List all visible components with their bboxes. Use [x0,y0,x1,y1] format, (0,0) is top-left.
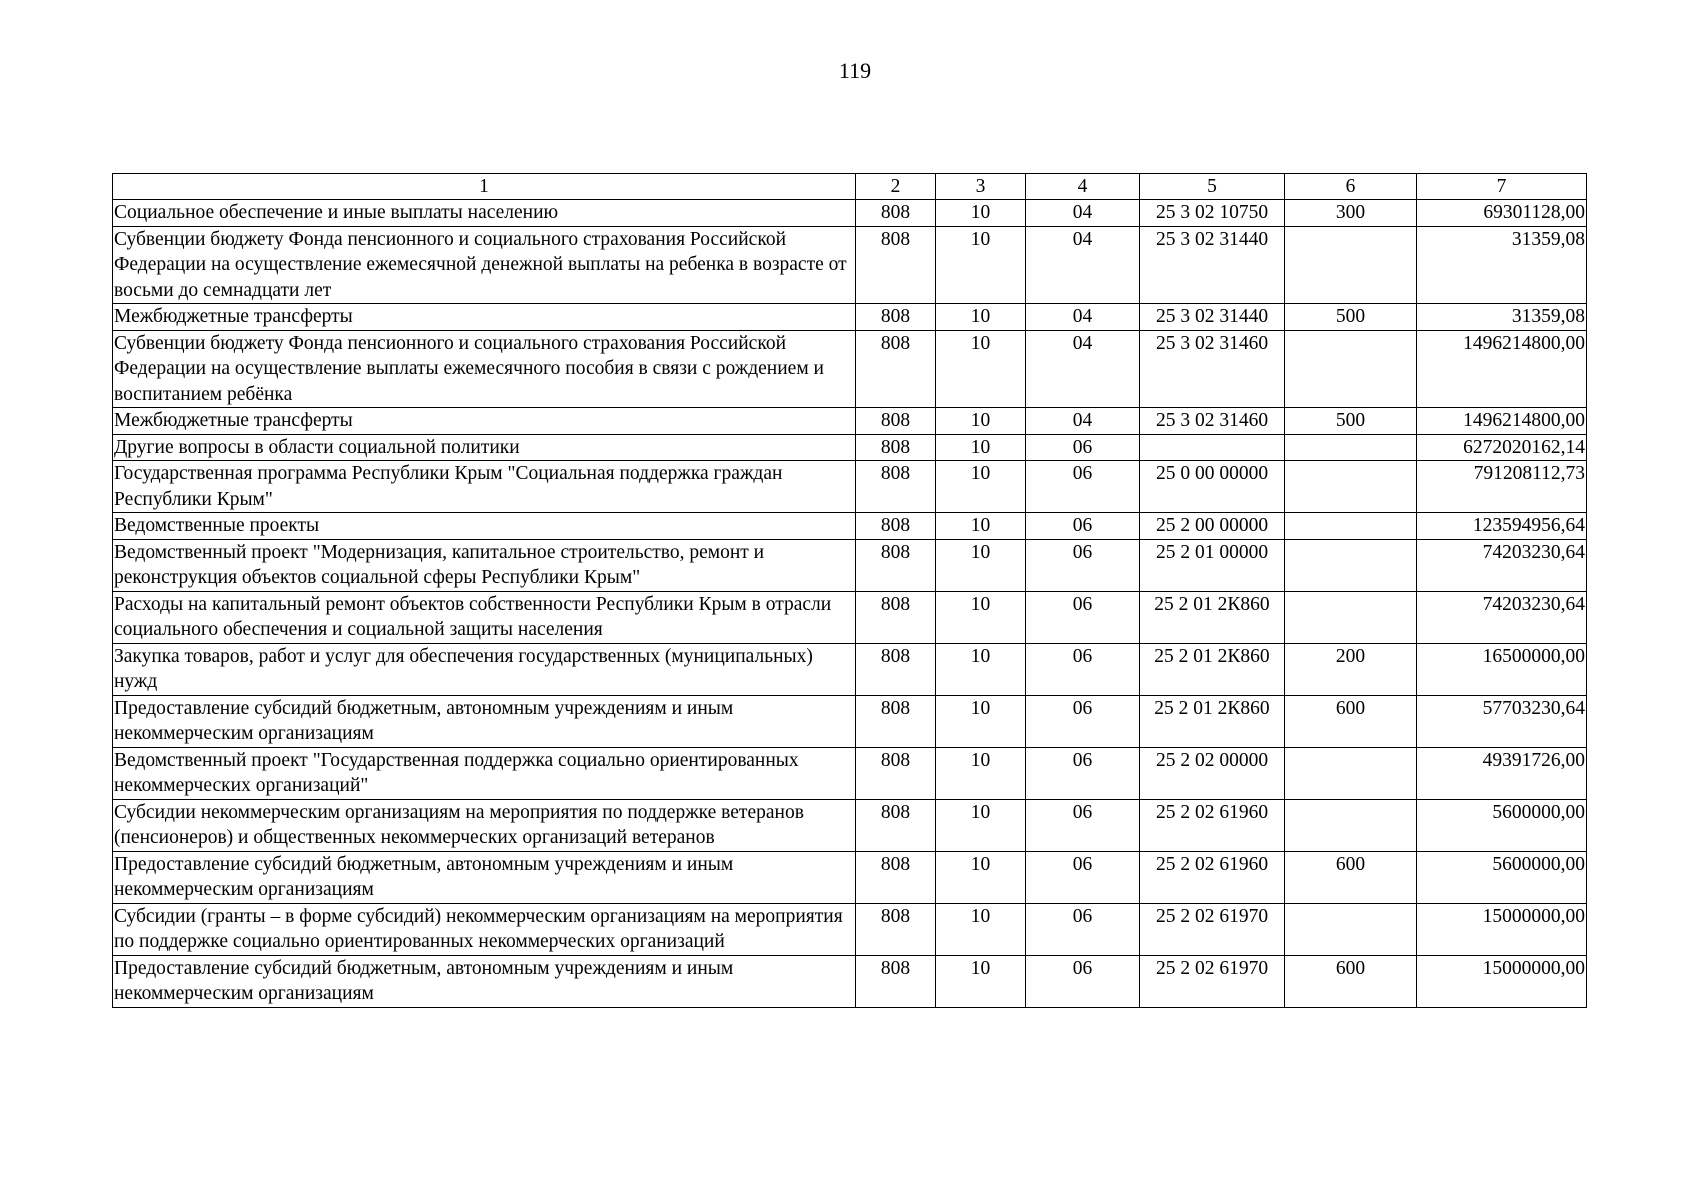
column-header-2: 2 [856,174,936,200]
row-section-cell: 10 [936,591,1026,643]
row-amount-cell: 1496214800,00 [1417,330,1587,408]
row-expense-type-cell [1285,330,1417,408]
row-section-cell: 10 [936,955,1026,1007]
row-expense-type-cell [1285,539,1417,591]
row-amount-cell: 123594956,64 [1417,513,1587,540]
table-row [113,304,1587,331]
row-section-cell: 10 [936,226,1026,304]
row-amount-cell: 74203230,64 [1417,539,1587,591]
row-subsection-cell: 06 [1026,903,1140,955]
row-section-cell: 10 [936,461,1026,513]
header-row [113,174,1587,200]
row-expense-type-cell: 600 [1285,695,1417,747]
row-subsection-cell: 06 [1026,539,1140,591]
page-number: 119 [838,58,872,83]
row-name-cell: Субсидии (гранты – в форме субсидий) некоммерческим организациям на мероприятия по поддержке социально ориентированных некоммерческих организаций [113,903,856,955]
row-admin-code-cell: 808 [856,434,936,461]
table-row [113,226,1587,304]
row-target-article-cell: 25 2 01 2К860 [1140,591,1285,643]
row-subsection-cell: 06 [1026,799,1140,851]
column-header-5: 5 [1140,174,1285,200]
row-target-article-cell: 25 2 02 61960 [1140,851,1285,903]
row-target-article-cell: 25 2 01 2К860 [1140,695,1285,747]
row-subsection-cell: 04 [1026,304,1140,331]
row-expense-type-cell: 500 [1285,408,1417,435]
row-amount-cell: 31359,08 [1417,226,1587,304]
row-admin-code-cell: 808 [856,513,936,540]
row-expense-type-cell: 200 [1285,643,1417,695]
row-admin-code-cell: 808 [856,747,936,799]
table-row [113,513,1587,540]
row-amount-cell: 31359,08 [1417,304,1587,331]
row-section-cell: 10 [936,799,1026,851]
row-name-cell: Государственная программа Республики Крым "Социальная поддержка граждан Республики Крым" [113,461,856,513]
row-expense-type-cell: 500 [1285,304,1417,331]
row-admin-code-cell: 808 [856,903,936,955]
row-name-cell: Межбюджетные трансферты [113,408,856,435]
row-amount-cell: 5600000,00 [1417,799,1587,851]
row-name-cell: Предоставление субсидий бюджетным, автономным учреждениям и иным некоммерческим организациям [113,695,856,747]
row-amount-cell: 69301128,00 [1417,200,1587,227]
row-target-article-cell: 25 2 00 00000 [1140,513,1285,540]
table-row [113,643,1587,695]
row-admin-code-cell: 808 [856,851,936,903]
table-row [113,747,1587,799]
row-section-cell: 10 [936,330,1026,408]
table-row [113,539,1587,591]
row-subsection-cell: 04 [1026,330,1140,408]
row-target-article-cell: 25 3 02 31440 [1140,226,1285,304]
row-name-cell: Другие вопросы в области социальной политики [113,434,856,461]
row-target-article-cell [1140,434,1285,461]
row-subsection-cell: 06 [1026,513,1140,540]
row-admin-code-cell: 808 [856,643,936,695]
row-amount-cell: 1496214800,00 [1417,408,1587,435]
row-amount-cell: 16500000,00 [1417,643,1587,695]
row-section-cell: 10 [936,408,1026,435]
row-subsection-cell: 04 [1026,226,1140,304]
table-row [113,200,1587,227]
row-name-cell: Субвенции бюджету Фонда пенсионного и социального страхования Российской Федерации на осуществление ежемесячной денежной выплаты на ребенка в возрасте от восьми до семнадцати лет [113,226,856,304]
row-section-cell: 10 [936,513,1026,540]
row-name-cell: Расходы на капитальный ремонт объектов собственности Республики Крым в отрасли социального обеспечения и социальной защиты населения [113,591,856,643]
budget-table [112,173,1587,1008]
row-admin-code-cell: 808 [856,408,936,435]
row-admin-code-cell: 808 [856,799,936,851]
row-target-article-cell: 25 2 02 61960 [1140,799,1285,851]
row-section-cell: 10 [936,851,1026,903]
row-section-cell: 10 [936,747,1026,799]
row-subsection-cell: 06 [1026,955,1140,1007]
row-name-cell: Ведомственный проект "Государственная поддержка социально ориентированных некоммерческих организаций" [113,747,856,799]
row-amount-cell: 15000000,00 [1417,955,1587,1007]
row-section-cell: 10 [936,200,1026,227]
row-admin-code-cell: 808 [856,304,936,331]
row-target-article-cell: 25 2 02 00000 [1140,747,1285,799]
row-section-cell: 10 [936,903,1026,955]
row-admin-code-cell: 808 [856,226,936,304]
row-name-cell: Субвенции бюджету Фонда пенсионного и социального страхования Российской Федерации на осуществление выплаты ежемесячного пособия в связи с рождением и воспитанием ребёнка [113,330,856,408]
row-section-cell: 10 [936,304,1026,331]
row-name-cell: Ведомственные проекты [113,513,856,540]
row-target-article-cell: 25 3 02 31440 [1140,304,1285,331]
row-subsection-cell: 06 [1026,851,1140,903]
column-header-3: 3 [936,174,1026,200]
row-name-cell: Социальное обеспечение и иные выплаты населению [113,200,856,227]
row-subsection-cell: 06 [1026,747,1140,799]
row-expense-type-cell [1285,434,1417,461]
row-expense-type-cell [1285,226,1417,304]
table-row [113,434,1587,461]
row-target-article-cell: 25 0 00 00000 [1140,461,1285,513]
column-header-6: 6 [1285,174,1417,200]
row-expense-type-cell [1285,903,1417,955]
row-subsection-cell: 06 [1026,695,1140,747]
row-amount-cell: 791208112,73 [1417,461,1587,513]
row-target-article-cell: 25 2 02 61970 [1140,903,1285,955]
row-admin-code-cell: 808 [856,955,936,1007]
table-row [113,330,1587,408]
row-admin-code-cell: 808 [856,539,936,591]
row-amount-cell: 5600000,00 [1417,851,1587,903]
table-row [113,461,1587,513]
column-header-1: 1 [113,174,856,200]
table-row [113,903,1587,955]
row-admin-code-cell: 808 [856,695,936,747]
row-admin-code-cell: 808 [856,461,936,513]
row-amount-cell: 6272020162,14 [1417,434,1587,461]
row-admin-code-cell: 808 [856,591,936,643]
row-name-cell: Предоставление субсидий бюджетным, автономным учреждениям и иным некоммерческим организациям [113,955,856,1007]
row-expense-type-cell [1285,513,1417,540]
row-target-article-cell: 25 2 01 00000 [1140,539,1285,591]
row-name-cell: Ведомственный проект "Модернизация, капитальное строительство, ремонт и реконструкция объектов социальной сферы Республики Крым" [113,539,856,591]
row-name-cell: Закупка товаров, работ и услуг для обеспечения государственных (муниципальных) нужд [113,643,856,695]
row-expense-type-cell [1285,591,1417,643]
row-expense-type-cell: 600 [1285,955,1417,1007]
row-name-cell: Предоставление субсидий бюджетным, автономным учреждениям и иным некоммерческим организациям [113,851,856,903]
row-section-cell: 10 [936,539,1026,591]
row-expense-type-cell: 600 [1285,851,1417,903]
row-amount-cell: 49391726,00 [1417,747,1587,799]
row-subsection-cell: 06 [1026,591,1140,643]
row-name-cell: Межбюджетные трансферты [113,304,856,331]
row-expense-type-cell: 300 [1285,200,1417,227]
table-row [113,851,1587,903]
table-row [113,799,1587,851]
row-subsection-cell: 06 [1026,461,1140,513]
row-admin-code-cell: 808 [856,200,936,227]
table-row [113,591,1587,643]
table-header [113,174,1587,200]
row-section-cell: 10 [936,643,1026,695]
row-amount-cell: 57703230,64 [1417,695,1587,747]
row-admin-code-cell: 808 [856,330,936,408]
row-subsection-cell: 04 [1026,408,1140,435]
row-subsection-cell: 06 [1026,643,1140,695]
row-name-cell: Субсидии некоммерческим организациям на мероприятия по поддержке ветеранов (пенсионеров) и общественных некоммерческих организаций ветеранов [113,799,856,851]
row-expense-type-cell [1285,747,1417,799]
row-subsection-cell: 06 [1026,434,1140,461]
table-row [113,695,1587,747]
row-target-article-cell: 25 2 01 2К860 [1140,643,1285,695]
row-target-article-cell: 25 3 02 10750 [1140,200,1285,227]
row-target-article-cell: 25 3 02 31460 [1140,330,1285,408]
table-row [113,408,1587,435]
row-section-cell: 10 [936,434,1026,461]
row-target-article-cell: 25 3 02 31460 [1140,408,1285,435]
row-section-cell: 10 [936,695,1026,747]
table-body [113,200,1587,1008]
column-header-7: 7 [1417,174,1587,200]
row-expense-type-cell [1285,799,1417,851]
row-target-article-cell: 25 2 02 61970 [1140,955,1285,1007]
row-expense-type-cell [1285,461,1417,513]
row-amount-cell: 15000000,00 [1417,903,1587,955]
row-subsection-cell: 04 [1026,200,1140,227]
column-header-4: 4 [1026,174,1140,200]
table-row [113,955,1587,1007]
row-amount-cell: 74203230,64 [1417,591,1587,643]
